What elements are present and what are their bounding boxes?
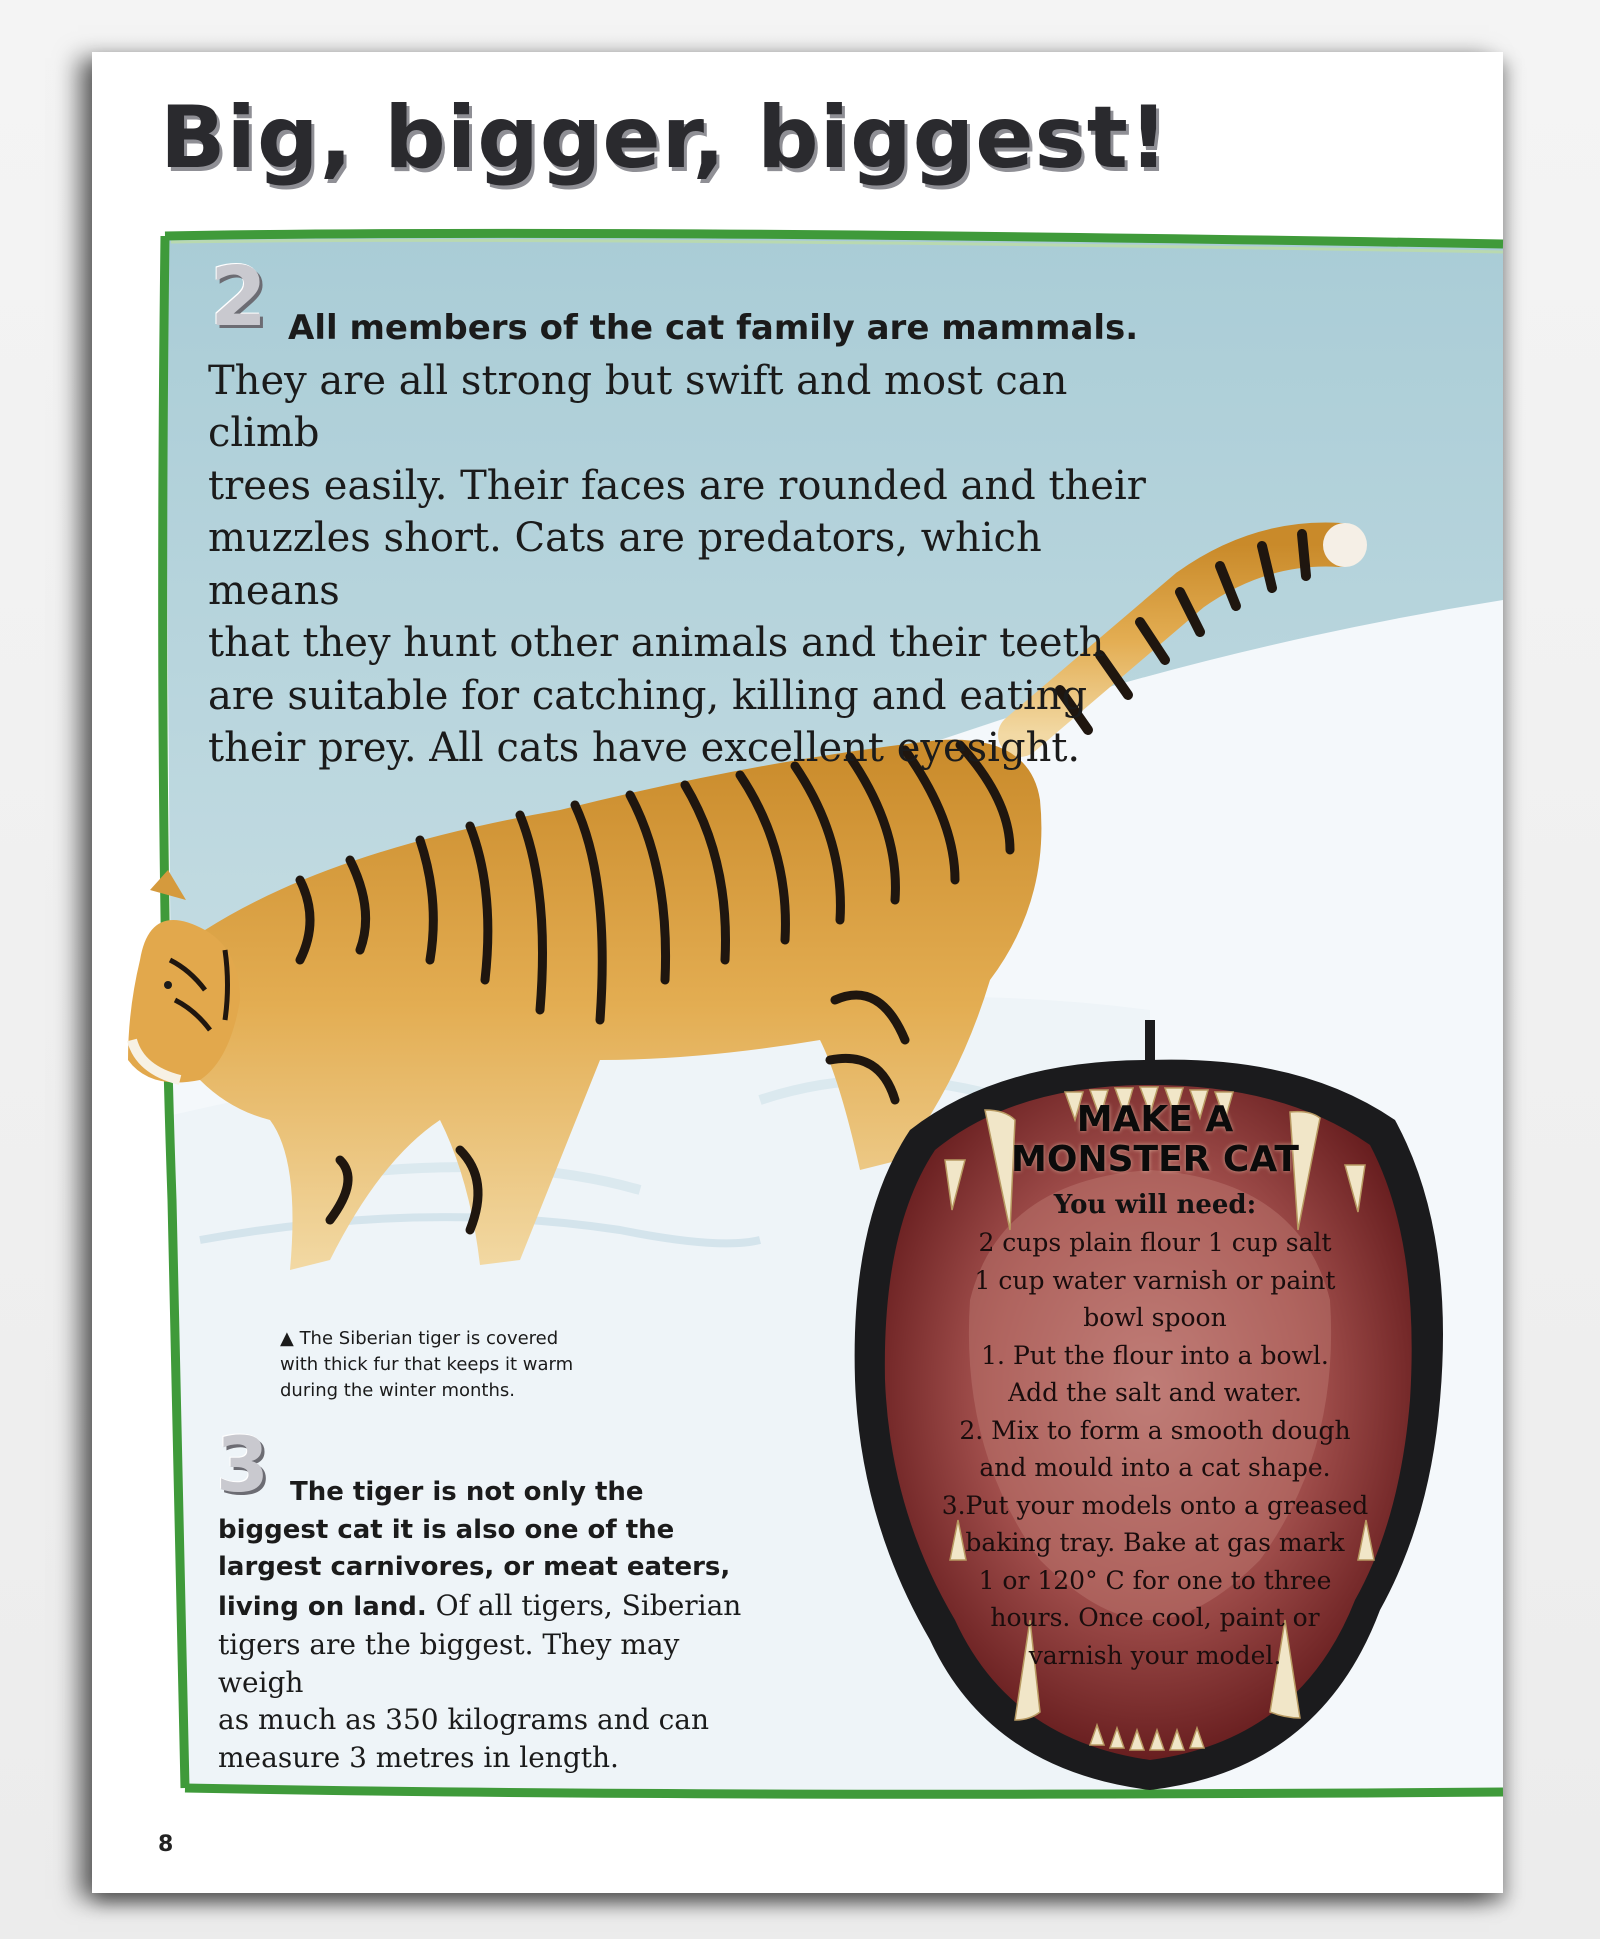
monster-cat-title: MONSTER CAT xyxy=(1011,1139,1299,1180)
section-2-line: muzzles short. Cats are predators, which means xyxy=(208,515,1042,614)
section-2-paragraph xyxy=(208,300,1168,775)
section-2-line: trees easily. Their faces are rounded and their xyxy=(208,462,1146,509)
instruction-line: and mould into a cat shape. xyxy=(979,1453,1331,1482)
instruction-line: 2 cups plain flour 1 cup salt xyxy=(978,1228,1332,1257)
instruction-line: 1. Put the flour into a bowl. xyxy=(981,1340,1329,1370)
section-3-lead: largest carnivores, or meat eaters, xyxy=(218,1552,731,1582)
section-2-lead: All members of the cat family are mammals. xyxy=(288,308,1139,348)
section-3-paragraph xyxy=(218,1472,758,1776)
page-title: Big, bigger, biggest! xyxy=(160,88,1170,188)
instruction-line: varnish your model. xyxy=(1028,1640,1282,1670)
instruction-line: baking tray. Bake at gas mark xyxy=(965,1528,1345,1557)
page-number: 8 xyxy=(158,1832,174,1857)
caption-line: during the winter months. xyxy=(280,1380,515,1401)
instruction-line: 1 or 120° C for one to three xyxy=(978,1565,1332,1595)
instruction-line: 1 cup water varnish or paint xyxy=(974,1265,1336,1295)
caption-line: with thick fur that keeps it warm xyxy=(280,1354,574,1375)
section-3-lead: biggest cat it is also one of the xyxy=(218,1514,675,1545)
tiger-caption xyxy=(280,1326,620,1404)
instruction-line: 2. Mix to form a smooth dough xyxy=(959,1415,1351,1445)
section-3-lead: living on land. xyxy=(218,1591,427,1622)
monster-cat-title: MAKE A xyxy=(1076,1099,1234,1140)
you-will-need-label: You will need: xyxy=(1053,1190,1257,1220)
section-2-line: They are all strong but swift and most can climb xyxy=(208,357,1068,456)
section-3-line: as much as 350 kilograms and can xyxy=(218,1703,709,1736)
section-2-number: 2 xyxy=(210,250,268,345)
section-3-line: measure 3 metres in length. xyxy=(218,1740,619,1774)
section-3-line: tigers are the biggest. They may weigh xyxy=(218,1628,680,1699)
section-3-lead: The tiger is not only the xyxy=(290,1477,644,1507)
section-2-line: that they hunt other animals and their teeth xyxy=(208,620,1105,666)
instruction-line: bowl spoon xyxy=(1083,1303,1227,1332)
instruction-line: 3.Put your models onto a greased xyxy=(941,1490,1369,1520)
monster-cat-instructions xyxy=(900,1100,1410,1674)
instruction-line: hours. Once cool, paint or xyxy=(990,1603,1320,1632)
section-3-number: 3 xyxy=(216,1420,269,1509)
section-3-text: Of all tigers, Siberian xyxy=(435,1588,742,1622)
section-2-line: their prey. All cats have excellent eyesight. xyxy=(208,725,1081,771)
section-2-line: are suitable for catching, killing and eating xyxy=(208,672,1088,719)
instruction-line: Add the salt and water. xyxy=(1008,1378,1302,1407)
caption-line: ▲ The Siberian tiger is covered xyxy=(280,1328,559,1349)
